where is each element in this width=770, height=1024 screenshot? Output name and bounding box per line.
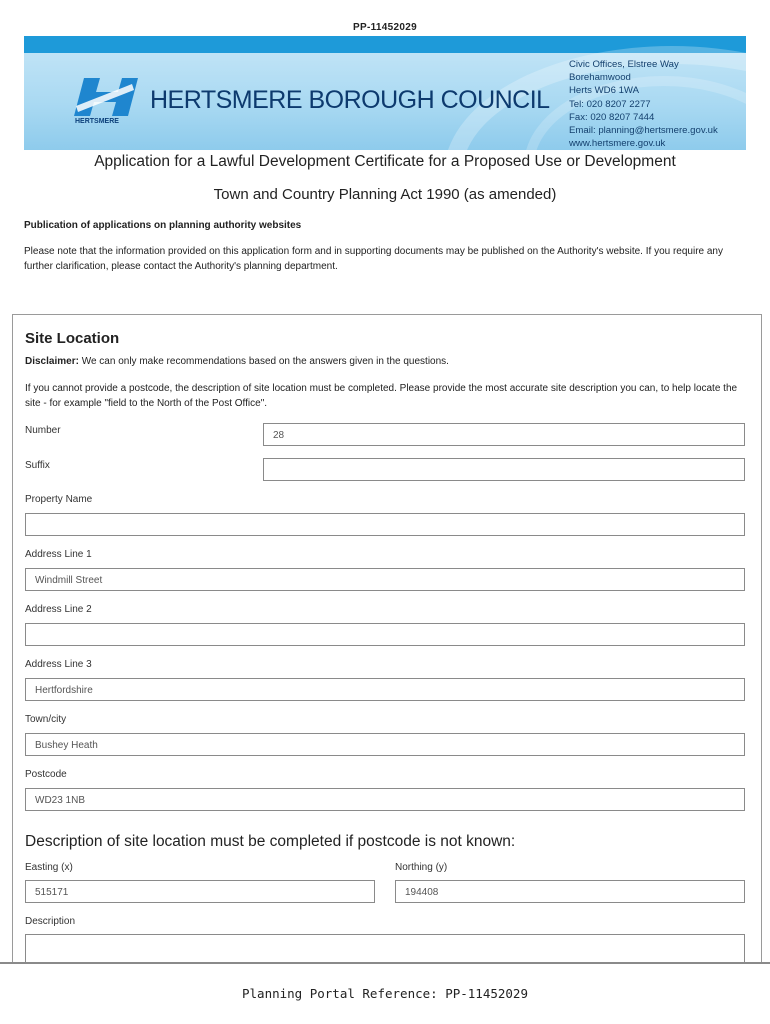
postcode-field[interactable]: WD23 1NB — [25, 788, 745, 811]
suffix-field[interactable] — [263, 458, 745, 481]
address-line-1-field[interactable]: Windmill Street — [25, 568, 745, 591]
suffix-label: Suffix — [25, 460, 50, 471]
postcode-label: Postcode — [25, 769, 67, 780]
disclaimer-label: Disclaimer: — [25, 356, 79, 367]
number-field[interactable]: 28 — [263, 423, 745, 446]
contact-line: Borehamwood — [569, 72, 631, 84]
easting-label: Easting (x) — [25, 862, 73, 873]
reference-number: PP-11452029 — [353, 22, 417, 33]
contact-email: Email: planning@hertsmere.gov.uk — [569, 125, 718, 137]
publication-heading: Publication of applications on planning authority websites — [24, 220, 302, 231]
contact-line: Civic Offices, Elstree Way — [569, 59, 679, 70]
planning-portal-reference: Planning Portal Reference: PP-11452029 — [242, 986, 528, 1001]
contact-website: www.hertsmere.gov.uk — [569, 138, 666, 150]
disclaimer-text: We can only make recommendations based on the answers given in the questions. — [78, 356, 449, 367]
address-line-1-label: Address Line 1 — [25, 549, 92, 560]
contact-line: Herts WD6 1WA — [569, 85, 640, 97]
town-label: Town/city — [25, 714, 67, 725]
address-line-3-field[interactable]: Hertfordshire — [25, 678, 745, 701]
postcode-note: If you cannot provide a postcode, the description of site location must be completed. Please provide the most accurate site description you can, to help locate the site - for example "field to the North of the Post Office". — [25, 383, 738, 409]
logo-wordmark: HERTSMERE — [75, 118, 119, 125]
council-name: HERTSMERE BOROUGH COUNCIL — [150, 86, 550, 114]
hertsmere-logo-icon — [74, 70, 140, 120]
site-location-section — [12, 314, 762, 1015]
contact-line: Tel: 020 8207 2277 — [569, 98, 651, 110]
grid-reference-heading: Description of site location must be completed if postcode is not known: — [25, 833, 516, 850]
section-title: Site Location — [25, 330, 120, 347]
address-line-2-field[interactable] — [25, 623, 745, 646]
council-banner — [24, 36, 746, 150]
easting-field[interactable]: 515171 — [25, 880, 375, 903]
publication-text: Please note that the information provided on this application form and in supporting documents may be published on the Authority's website. If you require any further clarification, please contact the Authority's planning department. — [24, 246, 723, 272]
contact-line: Fax: 020 8207 7444 — [569, 111, 655, 123]
address-line-2-label: Address Line 2 — [25, 604, 92, 615]
northing-label: Northing (y) — [395, 862, 448, 873]
town-field[interactable]: Bushey Heath — [25, 733, 745, 756]
number-label: Number — [25, 425, 61, 436]
description-label: Description — [25, 916, 76, 927]
form-subtitle: Town and Country Planning Act 1990 (as amended) — [213, 186, 557, 203]
address-line-3-label: Address Line 3 — [25, 659, 92, 670]
form-title: Application for a Lawful Development Certificate for a Proposed Use or Development — [94, 153, 676, 170]
property-name-label: Property Name — [25, 494, 93, 505]
disclaimer — [25, 356, 449, 367]
property-name-field[interactable] — [25, 513, 745, 536]
council-contact — [569, 58, 718, 150]
northing-field[interactable]: 194408 — [395, 880, 745, 903]
